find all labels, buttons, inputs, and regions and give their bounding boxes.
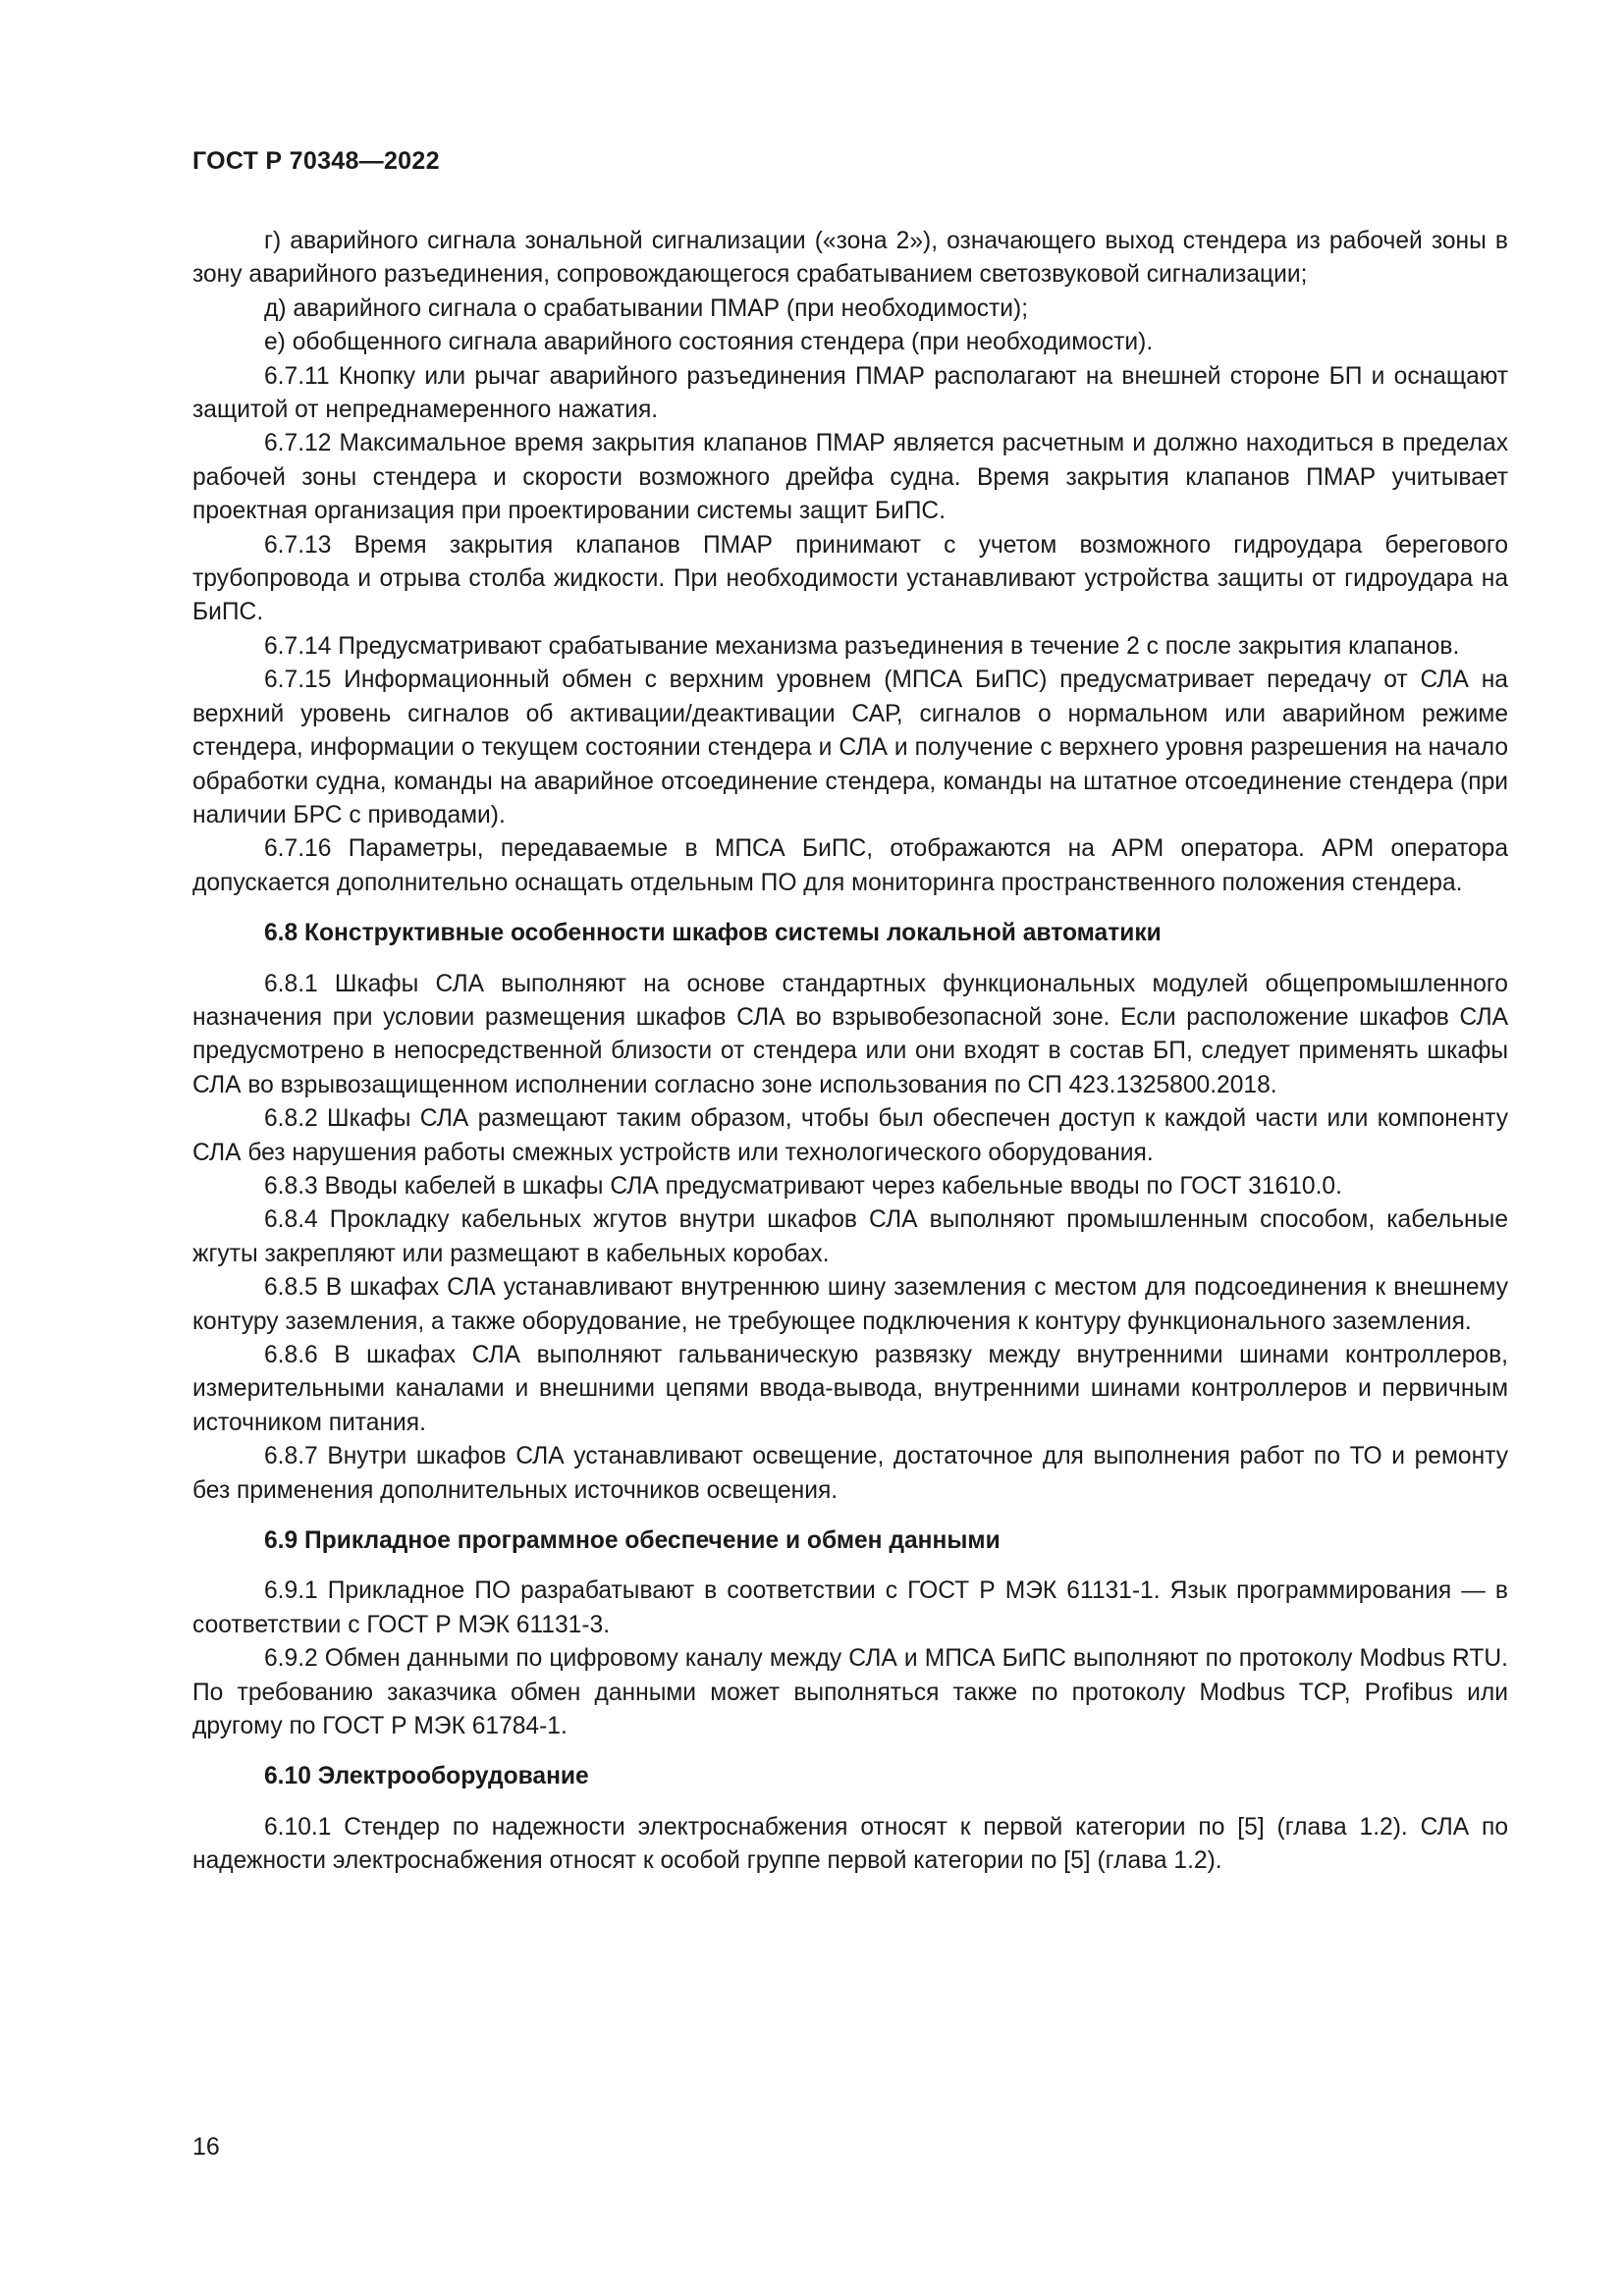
paragraph: е) обобщенного сигнала аварийного состояния стендера (при необходимости).: [264, 329, 1154, 356]
paragraph: 6.10.1 Стендер по надежности электроснабжения относят к первой категории по [5] (глава 1.2). СЛА по надежности электроснабжения относят к особой группе первой категории по [5] (глава 1.2).: [192, 1813, 1508, 1875]
paragraph: 6.7.16 Параметры, передаваемые в МПСА БиПС, отображаются на АРМ оператора. АРМ оператора допускается дополнительно оснащать отдельным ПО для мониторинга пространственного положения стендера.: [192, 835, 1508, 896]
paragraph: 6.8.5 В шкафах СЛА устанавливают внутреннюю шину заземления с местом для подсоединения к внешнему контуру заземления, а также оборудование, не требующее подключения к контуру функционального заземления.: [192, 1274, 1508, 1335]
paragraph: 6.8.6 В шкафах СЛА выполняют гальваническую развязку между внутренними шинами контроллеров, измерительными каналами и внешними цепями ввода-вывода, внутренними шинами контроллеров и первичным источником питания.: [192, 1342, 1508, 1436]
paragraph: 6.7.14 Предусматривают срабатывание механизма разъединения в течение 2 с после закрытия клапанов.: [264, 632, 1460, 660]
section-heading-6-10: 6.10 Электрооборудование: [264, 1763, 589, 1790]
paragraph: 6.9.1 Прикладное ПО разрабатывают в соответствии с ГОСТ Р МЭК 61131-1. Язык программирования — в соответствии с ГОСТ Р МЭК 61131-3.: [192, 1577, 1508, 1638]
paragraph: д) аварийного сигнала о срабатывании ПМАР (при необходимости);: [264, 294, 1029, 322]
paragraph: 6.8.7 Внутри шкафов СЛА устанавливают освещение, достаточное для выполнения работ по ТО и ремонту без применения дополнительных источников освещения.: [192, 1443, 1508, 1504]
paragraph: 6.7.13 Время закрытия клапанов ПМАР принимают с учетом возможного гидроудара берегового трубопровода и отрыва столба жидкости. При необходимости устанавливают устройства защиты от гидроудара на БиПС.: [192, 531, 1508, 626]
page-number: 16: [192, 2133, 220, 2161]
paragraph: 6.8.2 Шкафы СЛА размещают таким образом, чтобы был обеспечен доступ к каждой части или компоненту СЛА без нарушения работы смежных устройств или технологического оборудования.: [192, 1105, 1508, 1166]
paragraph: 6.8.1 Шкафы СЛА выполняют на основе стандартных функциональных модулей общепромышленного назначения при условии размещения шкафов СЛА во взрывобезопасной зоне. Если расположение шкафов СЛА предусмотрено в непосредственной близости от стендера или они входят в состав БП, следует применять шкафы СЛА во взрывозащищенном исполнении согласно зоне использования по СП 423.1325800.2018.: [192, 970, 1508, 1098]
section-heading-6-9: 6.9 Прикладное программное обеспечение и обмен данными: [264, 1527, 1001, 1555]
paragraph: г) аварийного сигнала зональной сигнализации («зона 2»), означающего выход стендера из рабочей зоны в зону аварийного разъединения, сопровождающегося срабатыванием светозвуковой сигнализации;: [192, 228, 1508, 289]
paragraph: 6.9.2 Обмен данными по цифровому каналу между СЛА и МПСА БиПС выполняют по протоколу Modbus RTU. По требованию заказчика обмен данными может выполняться также по протоколу Modbus TCP, Profibus или другому по ГОСТ Р МЭК 61784-1.: [192, 1645, 1508, 1740]
paragraph: 6.7.12 Максимальное время закрытия клапанов ПМАР является расчетным и должно находиться в пределах рабочей зоны стендера и скорости возможного дрейфа судна. Время закрытия клапанов ПМАР учитывает проектная организация при проектировании системы защит БиПС.: [192, 430, 1508, 525]
paragraph: 6.7.15 Информационный обмен с верхним уровнем (МПСА БиПС) предусматривает передачу от СЛА на верхний уровень сигналов об активации/деактивации САР, сигналов о нормальном или аварийном режиме стендера, информации о текущем состоянии стендера и СЛА и получение с верхнего уровня разрешения на начало обработки судна, команды на аварийное отсоединение стендера, команды на штатное отсоединение стендера (при наличии БРС с приводами).: [192, 667, 1508, 828]
document-body: [192, 225, 1508, 1879]
paragraph: 6.8.3 Вводы кабелей в шкафы СЛА предусматривают через кабельные вводы по ГОСТ 31610.0.: [264, 1172, 1342, 1200]
section-heading-6-8: 6.8 Конструктивные особенности шкафов системы локальной автоматики: [264, 920, 1162, 947]
paragraph: 6.7.11 Кнопку или рычаг аварийного разъединения ПМАР располагают на внешней стороне БП и оснащают защитой от непреднамеренного нажатия.: [192, 362, 1508, 424]
document-code-header: ГОСТ Р 70348—2022: [192, 147, 440, 175]
paragraph: 6.8.4 Прокладку кабельных жгутов внутри шкафов СЛА выполняют промышленным способом, кабельные жгуты закрепляют или размещают в кабельных коробах.: [192, 1206, 1508, 1267]
